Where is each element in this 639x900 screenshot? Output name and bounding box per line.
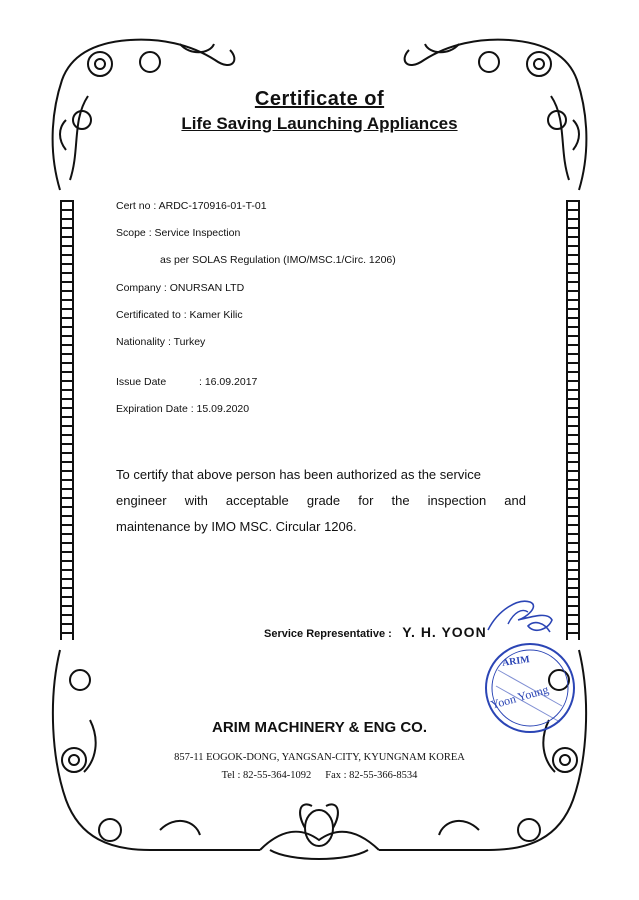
issue-date-value: : 16.09.2017 bbox=[199, 376, 258, 388]
issuer-fax: Fax : 82-55-366-8534 bbox=[325, 770, 418, 781]
handwritten-signature bbox=[478, 590, 558, 640]
cert-number: Cert no : ARDC-170916-01-T-01 bbox=[116, 200, 267, 212]
stamp-name-text: Yoon Young bbox=[489, 682, 551, 712]
right-key-pattern-border bbox=[566, 200, 580, 640]
nationality-line: Nationality : Turkey bbox=[116, 336, 206, 348]
certificated-to-line: Certificated to : Kamer Kilic bbox=[116, 309, 243, 321]
statement-line-2: engineer with acceptable grade for the inspection and bbox=[116, 493, 526, 508]
certification-statement bbox=[116, 462, 526, 540]
issuer-address: 857-11 EOGOK-DONG, YANGSAN-CITY, KYUNGNAM KOREA bbox=[174, 752, 465, 763]
issuer-tel: Tel : 82-55-364-1092 bbox=[221, 770, 312, 781]
issue-date-line bbox=[116, 376, 257, 388]
expiration-date-label: Expiration Date bbox=[116, 403, 188, 415]
bottom-left-floral-ornament bbox=[53, 650, 260, 850]
representative-name: Y. H. YOON bbox=[402, 624, 487, 640]
stamp-company-mark: ARIM bbox=[501, 654, 531, 669]
service-representative bbox=[264, 624, 487, 642]
certificate-title: Certificate of bbox=[254, 88, 385, 110]
certificate-subtitle: Life Saving Launching Appliances bbox=[181, 114, 458, 133]
expiration-date-line bbox=[116, 403, 249, 415]
issue-date-label: Issue Date bbox=[116, 376, 167, 388]
scope-line: Scope : Service Inspection bbox=[116, 227, 241, 239]
issuer-contact bbox=[0, 770, 639, 781]
expiration-date-value: : 15.09.2020 bbox=[190, 403, 250, 415]
statement-line-1: To certify that above person has been authorized as the service bbox=[116, 467, 481, 482]
scope-regulation-line: as per SOLAS Regulation (IMO/MSC.1/Circ. 1206) bbox=[160, 254, 396, 266]
left-key-pattern-border bbox=[60, 200, 74, 640]
bottom-center-flower-ornament bbox=[260, 804, 379, 859]
representative-label: Service Representative : bbox=[264, 628, 392, 640]
issuer-company-name: ARIM MACHINERY & ENG CO. bbox=[211, 719, 427, 736]
statement-line-3: maintenance by IMO MSC. Circular 1206. bbox=[116, 519, 357, 534]
company-line: Company : ONURSAN LTD bbox=[116, 282, 245, 294]
